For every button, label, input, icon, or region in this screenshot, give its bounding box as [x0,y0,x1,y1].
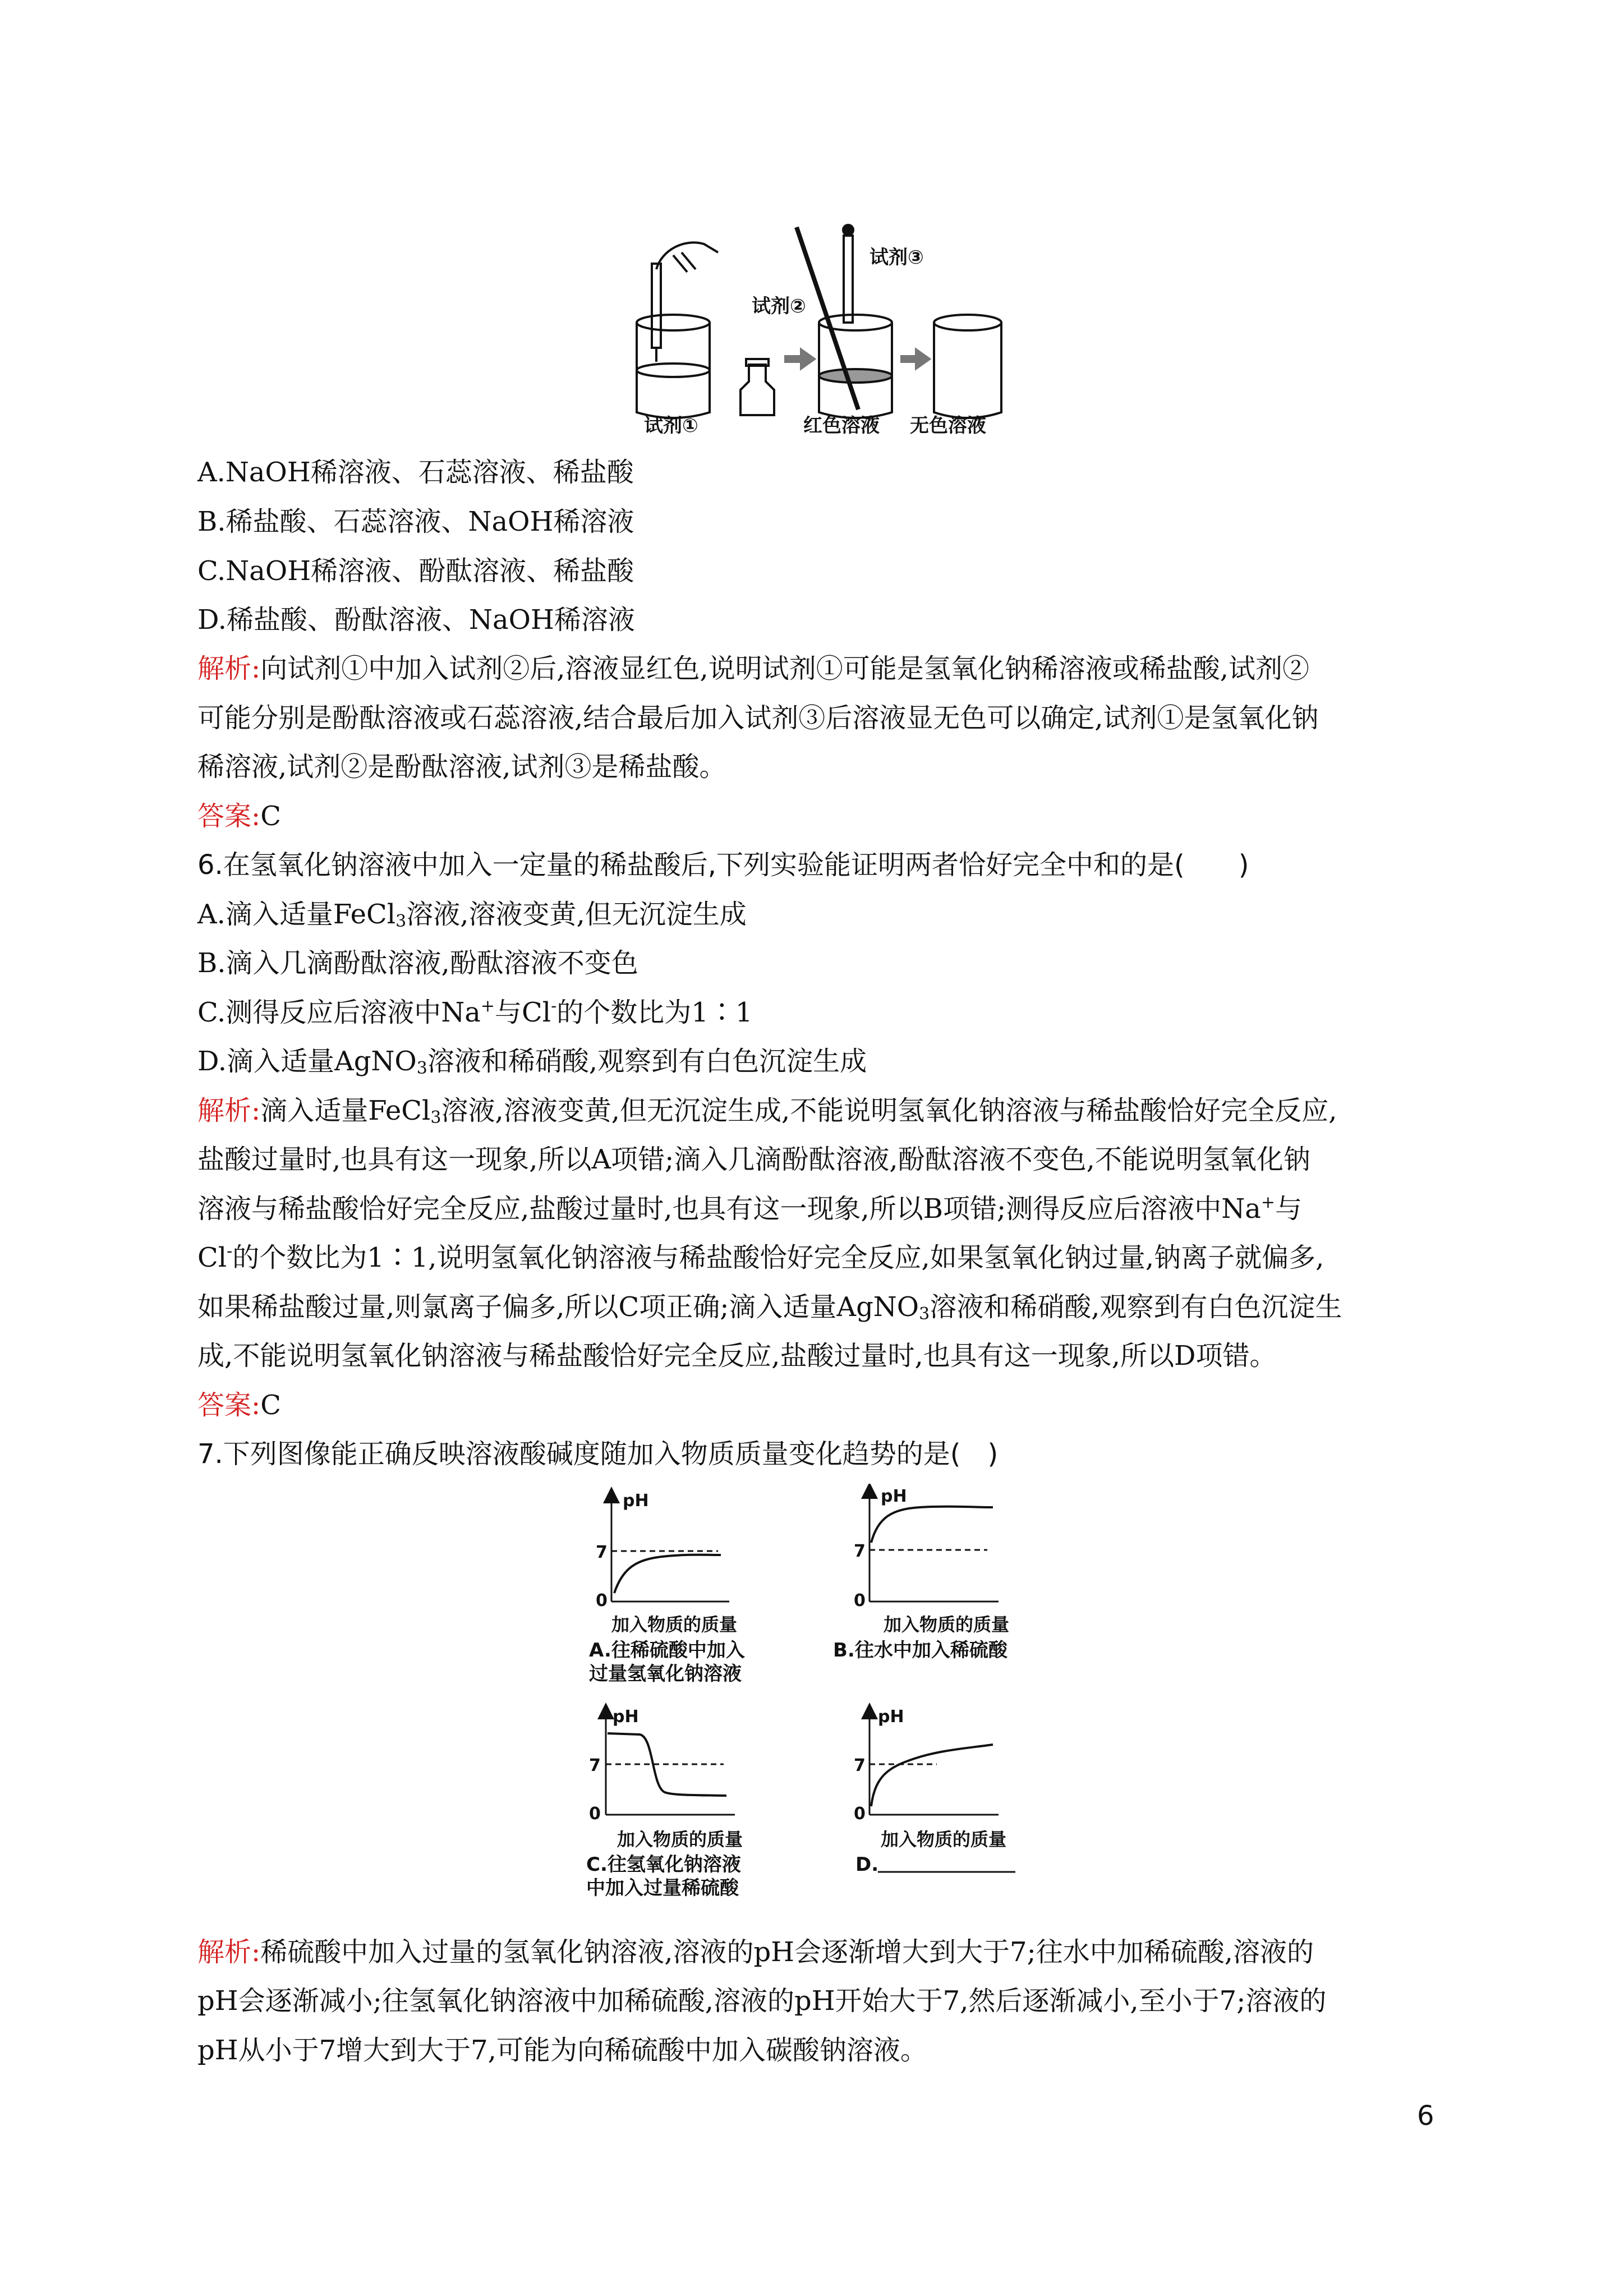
svg-text:加入物质的质量: 加入物质的质量 [611,1614,738,1635]
q6-analysis-line-6: 成,不能说明氢氧化钠溶液与稀盐酸恰好完全反应,盐酸过量时,也具有这一现象,所以D项错。 [197,1340,1277,1372]
reagent1-label: 试剂① [644,415,698,435]
svg-text:0: 0 [596,1591,608,1611]
q5-analysis-line-3: 稀溶液,试剂②是酚酞溶液,试剂③是稀盐酸。 [197,751,726,783]
graph-c-caption-1: C.往氢氧化钠溶液 [586,1853,741,1876]
svg-text:加入物质的质量: 加入物质的质量 [884,1614,1010,1635]
ph-graphs-figure [561,1484,1066,1921]
reagent2-label: 试剂② [752,295,806,318]
svg-text:pH: pH [881,1487,907,1506]
svg-text:加入物质的质量: 加入物质的质量 [617,1829,743,1850]
svg-text:0: 0 [854,1804,866,1824]
q6-analysis-line-2: 盐酸过量时,也具有这一现象,所以A项错;滴入几滴酚酞溶液,酚酞溶液不变色,不能说明氢氧化钠 [197,1144,1310,1175]
experiment-figure [634,222,1004,435]
svg-text:pH: pH [613,1707,639,1727]
q5-option-a: A.NaOH稀溶液、石蕊溶液、稀盐酸 [197,457,634,488]
analysis-label: 解析: [197,1936,261,1968]
q6-analysis-line-4: Cl-的个数比为1∶1,说明氢氧化钠溶液与稀盐酸恰好完全反应,如果氢氧化钠过量,钠离子就偏多, [197,1241,1324,1273]
colorless-solution-label: 无色溶液 [910,415,986,435]
q7-analysis-line-3: pH从小于7增大到大于7,可能为向稀硫酸中加入碳酸钠溶液。 [197,2035,927,2066]
q5-analysis-line-2: 可能分别是酚酞溶液或石蕊溶液,结合最后加入试剂③后溶液显无色可以确定,试剂①是氢氧化钠 [197,702,1319,734]
q7-analysis-line-1: 解析:稀硫酸中加入过量的氢氧化钠溶液,溶液的pH会逐渐增大到大于7;往水中加稀硫酸,溶液的 [197,1936,1314,1968]
graph-a [611,1495,729,1602]
graph-b-caption: B.往水中加入稀硫酸 [833,1639,1007,1662]
q5-option-b: B.稀盐酸、石蕊溶液、NaOH稀溶液 [197,506,634,537]
q6-analysis-line-1: 解析:滴入适量FeCl$_3$溶液,溶液变黄,但无沉淀生成,不能说明氢氧化钠溶液与稀盐酸恰好完全反应, [197,1095,1337,1128]
graph-b [869,1490,999,1602]
svg-text:pH: pH [623,1491,649,1511]
q6-analysis-line-3: 溶液与稀盐酸恰好完全反应,盐酸过量时,也具有这一现象,所以B项错;测得反应后溶液中Na+与 [197,1193,1302,1225]
q6-option-a: A.滴入适量FeCl$_3$溶液,溶液变黄,但无沉淀生成 [197,899,747,931]
svg-text:pH: pH [878,1707,904,1727]
q5-option-c: C.NaOH稀溶液、酚酞溶液、稀盐酸 [197,555,634,587]
q5-option-d: D.稀盐酸、酚酞溶液、NaOH稀溶液 [197,604,635,636]
graph-d-caption: D. [855,1853,879,1876]
svg-text:7: 7 [596,1543,608,1562]
page-number: 6 [1417,2100,1434,2132]
q6-option-c: C.测得反应后溶液中Na+与Cl-的个数比为1∶1 [197,996,753,1028]
q5-analysis-line-1: 解析:向试剂①中加入试剂②后,溶液显红色,说明试剂①可能是氢氧化钠稀溶液或稀盐酸,试剂② [197,653,1309,684]
q6-analysis-line-5: 如果稀盐酸过量,则氯离子偏多,所以C项正确;滴入适量AgNO$_3$溶液和稀硝酸,观察到有白色沉淀生 [197,1291,1342,1324]
analysis-label: 解析: [197,1095,261,1126]
red-solution-label: 红色溶液 [803,415,880,435]
reagent3-label: 试剂③ [869,246,924,269]
svg-text:0: 0 [589,1804,601,1824]
q6-option-b: B.滴入几滴酚酞溶液,酚酞溶液不变色 [197,947,638,979]
q6-answer: 答案:C [197,1389,281,1421]
svg-text:7: 7 [589,1756,601,1775]
analysis-label: 解析: [197,653,261,684]
answer-label: 答案: [197,1389,261,1421]
svg-text:加入物质的质量: 加入物质的质量 [881,1829,1007,1850]
graph-a-caption-2: 过量氢氧化钠溶液 [589,1663,742,1685]
q7-analysis-line-2: pH会逐渐减小;往氢氧化钠溶液中加稀硫酸,溶液的pH开始大于7,然后逐渐减小,至小于7;溶液的 [197,1985,1327,2017]
svg-text:0: 0 [854,1591,866,1611]
answer-label: 答案: [197,800,261,832]
q6-stem: 6.在氢氧化钠溶液中加入一定量的稀盐酸后,下列实验能证明两者恰好完全中和的是( ) [197,849,1249,881]
svg-text:7: 7 [854,1542,866,1561]
graph-a-caption-1: A.往稀硫酸中加入 [589,1639,745,1662]
svg-text:7: 7 [854,1756,866,1775]
q5-answer: 答案:C [197,800,281,832]
q7-stem: 7.下列图像能正确反映溶液酸碱度随加入物质质量变化趋势的是( ) [197,1438,999,1470]
q6-option-d: D.滴入适量AgNO$_3$溶液和稀硝酸,观察到有白色沉淀生成 [197,1046,867,1078]
graph-c-caption-2: 中加入过量稀硫酸 [586,1877,739,1899]
